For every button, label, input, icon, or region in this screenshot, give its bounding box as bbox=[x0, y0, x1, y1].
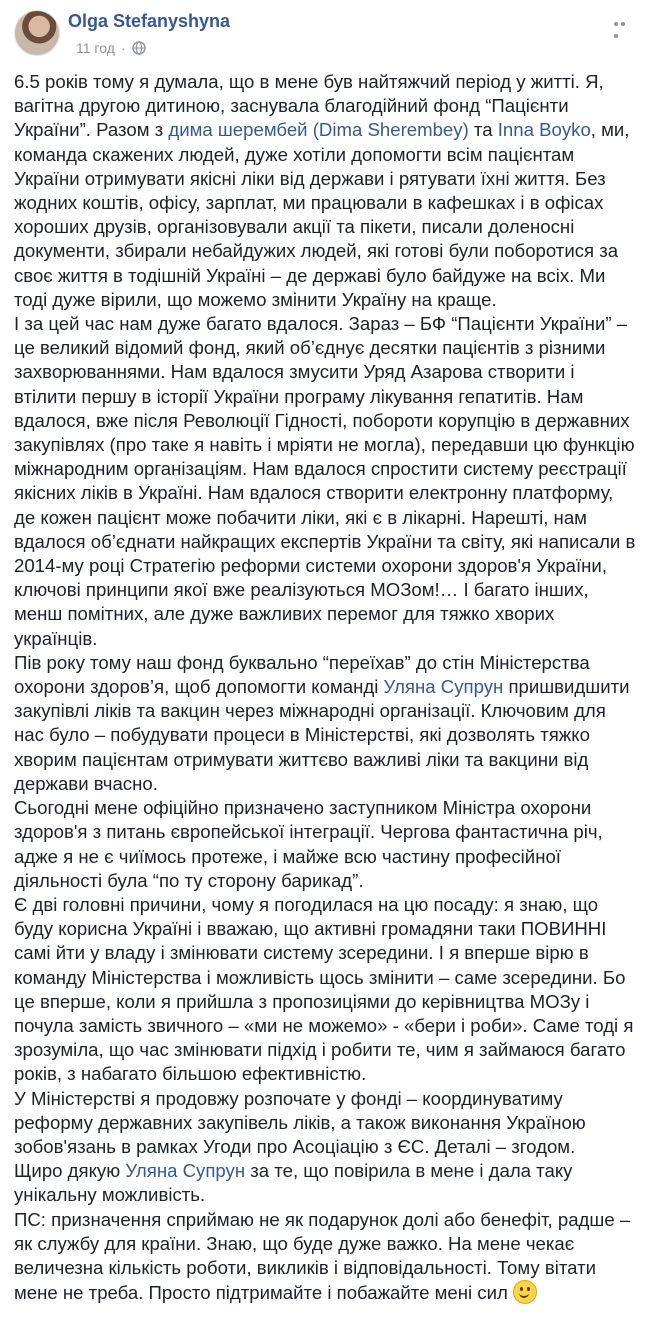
paragraph-6: У Міністерстві я продовжу розпочате у фонді – координуватиму реформу державних закупівель ліків, а також виконання Україною зобов'язань в рамках Угоди про Асоціацію з ЄС. Деталі – згодом. bbox=[14, 1087, 586, 1157]
paragraph-8 bbox=[14, 1208, 636, 1306]
mention-dima-sherembey[interactable]: дима шерембей (Dima Sherembey) bbox=[168, 119, 469, 141]
paragraph-5: Є дві головні причини, чому я погодилася на цю посаду: я знаю, що буду корисна Україні і вважаю, що активні громадяни таки ПОВИННІ самі йти у владу і змінювати систему зсередини. І я вперше вірю в команду Міністерства і можливість щось змінити – саме зсередини. Бо це вперше, коли я прийшла з пропозиціями до керівництва МОЗу і почула замість звичного – «ми не можемо» - «бери і роби». Саме тоді я зрозуміла, що час змінювати підхід і робити те, чим я займаюся багато років, з набагато більшою ефективністю. bbox=[14, 893, 634, 1085]
mention-inna-boyko[interactable]: Inna Boyko bbox=[497, 119, 591, 141]
mention-ulyana-suprun[interactable]: Уляна Супрун bbox=[383, 676, 504, 698]
mention-ulyana-suprun[interactable]: Уляна Супрун bbox=[125, 1160, 246, 1182]
post-header bbox=[0, 0, 650, 64]
smile-emoji-icon bbox=[513, 1280, 537, 1304]
paragraph-4: Сьогодні мене офіційно призначено заступником Міністра охорони здоров'я з питань європейської інтеграції. Чергова фантастична річ, адже я не є чиїмось протеже, і майже всю частину професійної діяльності була “по ту сторону барикад”. bbox=[14, 797, 603, 891]
text: та bbox=[468, 119, 498, 141]
post-meta bbox=[76, 40, 146, 56]
more-options-icon[interactable] bbox=[614, 14, 634, 34]
text: , ми, команда скажених людей, дуже хотіли допомогти всім пацієнтам України отримувати якісні ліки від держави і рятувати їхні життя. Без жодних коштів, офісу, зарплат, ми працювали в кафешках і в офісах хороших друзів, організовували акції та пікети, писали доленосні документи, збирали небайдужих людей, які готові були поборотися за своє життя в тодішній Україні – де державі було байдуже на всіх. Ми тоді дуже вірили, що можемо змінити Україну на краще. bbox=[14, 119, 630, 310]
meta-separator: · bbox=[120, 40, 126, 56]
post-time[interactable]: 11 год bbox=[76, 40, 115, 56]
paragraph-3 bbox=[14, 651, 636, 796]
text: 6.5 років тому я думала, що в мене був найтяжчий період у житті. Я, вагітна другою дитиною, заснувала благодійний фонд “Пацієнти України”. Разом з bbox=[14, 71, 604, 141]
author-name[interactable]: Olga Stefanyshyna bbox=[68, 11, 231, 31]
text: пришвидшити закупівлі ліків та вакцин через міжнародні організації. Ключовим для нас було – побудувати процеси в Міністерстві, які дозволять тяжко хворим пацієнтам отримувати життєво важливі ліки та вакцини від держави вчасно. bbox=[14, 676, 630, 794]
post-body bbox=[14, 70, 636, 1305]
text: Пів року тому наш фонд буквально “переїхав” до стін Міністерства охорони здоров’я, щоб допомогти команді bbox=[14, 651, 590, 698]
paragraph-1 bbox=[14, 70, 636, 312]
paragraph-7 bbox=[14, 1159, 636, 1207]
paragraph-2: І за цей час нам дуже багато вдалося. Зараз – БФ “Пацієнти України” – це великий відомий фонд, який об’єднує десятки пацієнтів з різними захворюваннями. Нам вдалося змусити Уряд Азарова створити і втілити першу в історії України програму лікування гепатитів. Нам вдалося, вже після Революції Гідності, побороти корупцію в державних закупівлях (про таке я навіть і мріяти не могла), передавши цю функцію міжнародним організаціям. Нам вдалося спростити систему реєстрації якісних ліків в Україні. Нам вдалося створити електронну платформу, де кожен пацієнт може побачити ліки, які є в лікарні. Нарешті, нам вдалося об’єднати найкращих експертів України та світу, які написали в 2014-му році Стратегію реформи системи охорони здоров'я України, ключові принципи якої вже реалізуються МОЗом!… І багато інших, менш помітних, але дуже важливих перемог для тяжко хворих українців. bbox=[14, 313, 636, 649]
text: за те, що повірила в мене і дала таку унікальну можливість. bbox=[14, 1160, 573, 1206]
text: Щиро дякую bbox=[14, 1160, 126, 1182]
avatar[interactable] bbox=[14, 10, 60, 56]
text: ПС: призначення сприймаю не як подарунок долі або бенефіт, радше – як службу для країни. Знаю, що буде дуже важко. На мене чекає величезна кількість роботи, викликів і відповідальності. Тому вітати мене не треба. Просто підтримайте і побажайте мені сил bbox=[14, 1208, 631, 1304]
globe-icon[interactable] bbox=[132, 41, 146, 55]
